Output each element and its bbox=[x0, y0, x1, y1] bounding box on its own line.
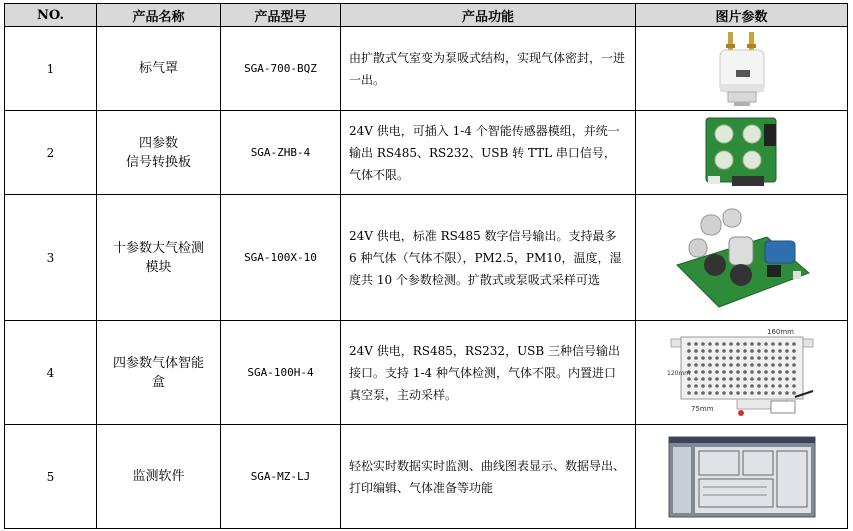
row-function: 24V 供电，标准 RS485 数字信号输出。支持最多 6 种气体（气体不限），PM2.5，PM10，温度，湿度共 10 个参数检测。扩散式或泵吸式采样可选 bbox=[341, 195, 636, 321]
row-name bbox=[97, 321, 221, 425]
row-image bbox=[636, 111, 848, 195]
header-image: 图片参数 bbox=[636, 4, 848, 27]
row-function: 24V 供电，可插入 1-4 个智能传感器模组，并统一输出 RS485、RS232、USB 转 TTL 串口信号，气体不限。 bbox=[341, 111, 636, 195]
box-width-label: 160mm bbox=[766, 327, 794, 336]
header-row bbox=[5, 4, 848, 27]
box-height-label: 120mm bbox=[666, 369, 690, 377]
name-line: 信号转换板 bbox=[125, 154, 191, 170]
smart-box-photo-icon bbox=[667, 325, 817, 421]
header-no: NO. bbox=[5, 4, 97, 27]
row-function: 24V 供电，RS485，RS232，USB 三种信号输出接口。支持 1-4 种气体检测，气体不限。内置进口真空泵，主动采样。 bbox=[341, 321, 636, 425]
header-model: 产品型号 bbox=[221, 4, 341, 27]
row-no: 5 bbox=[5, 425, 97, 529]
row-image bbox=[636, 321, 848, 425]
name-line: 四参数气体智能 bbox=[112, 355, 204, 371]
row-name bbox=[97, 111, 221, 195]
table-row bbox=[5, 195, 848, 321]
table-row bbox=[5, 111, 848, 195]
software-screenshot-icon bbox=[667, 435, 817, 519]
table-row bbox=[5, 27, 848, 111]
name-line: 十参数大气检测 bbox=[112, 240, 204, 256]
row-image bbox=[636, 425, 848, 529]
row-model: SGA-ZHB-4 bbox=[221, 111, 341, 195]
row-model: SGA-700-BQZ bbox=[221, 27, 341, 111]
row-image bbox=[636, 195, 848, 321]
row-no: 2 bbox=[5, 111, 97, 195]
gas-cap-photo-icon bbox=[712, 30, 772, 108]
row-function: 轻松实时数据实时监测、曲线图表显示、数据导出、打印编辑、气体准备等功能 bbox=[341, 425, 636, 529]
row-image bbox=[636, 27, 848, 111]
row-no: 4 bbox=[5, 321, 97, 425]
header-function: 产品功能 bbox=[341, 4, 636, 27]
row-model: SGA-100H-4 bbox=[221, 321, 341, 425]
row-no: 3 bbox=[5, 195, 97, 321]
row-name bbox=[97, 27, 221, 111]
row-model: SGA-100X-10 bbox=[221, 195, 341, 321]
name-line: 四参数 bbox=[138, 135, 178, 151]
name-line: 标气罩 bbox=[138, 61, 178, 76]
row-model: SGA-MZ-LJ bbox=[221, 425, 341, 529]
row-name bbox=[97, 425, 221, 529]
sensor-module-photo-icon bbox=[667, 203, 817, 313]
circuit-board-photo-icon bbox=[702, 114, 782, 192]
row-function: 由扩散式气室变为泵吸式结构，实现气体密封，一进一出。 bbox=[341, 27, 636, 111]
product-table bbox=[4, 3, 848, 529]
table-row bbox=[5, 425, 848, 529]
row-name bbox=[97, 195, 221, 321]
header-name: 产品名称 bbox=[97, 4, 221, 27]
name-line: 监测软件 bbox=[132, 469, 185, 484]
table-row bbox=[5, 321, 848, 425]
box-depth-label: 75mm bbox=[690, 404, 714, 413]
name-line: 模块 bbox=[145, 259, 172, 275]
name-line: 盒 bbox=[151, 374, 165, 390]
row-no: 1 bbox=[5, 27, 97, 111]
